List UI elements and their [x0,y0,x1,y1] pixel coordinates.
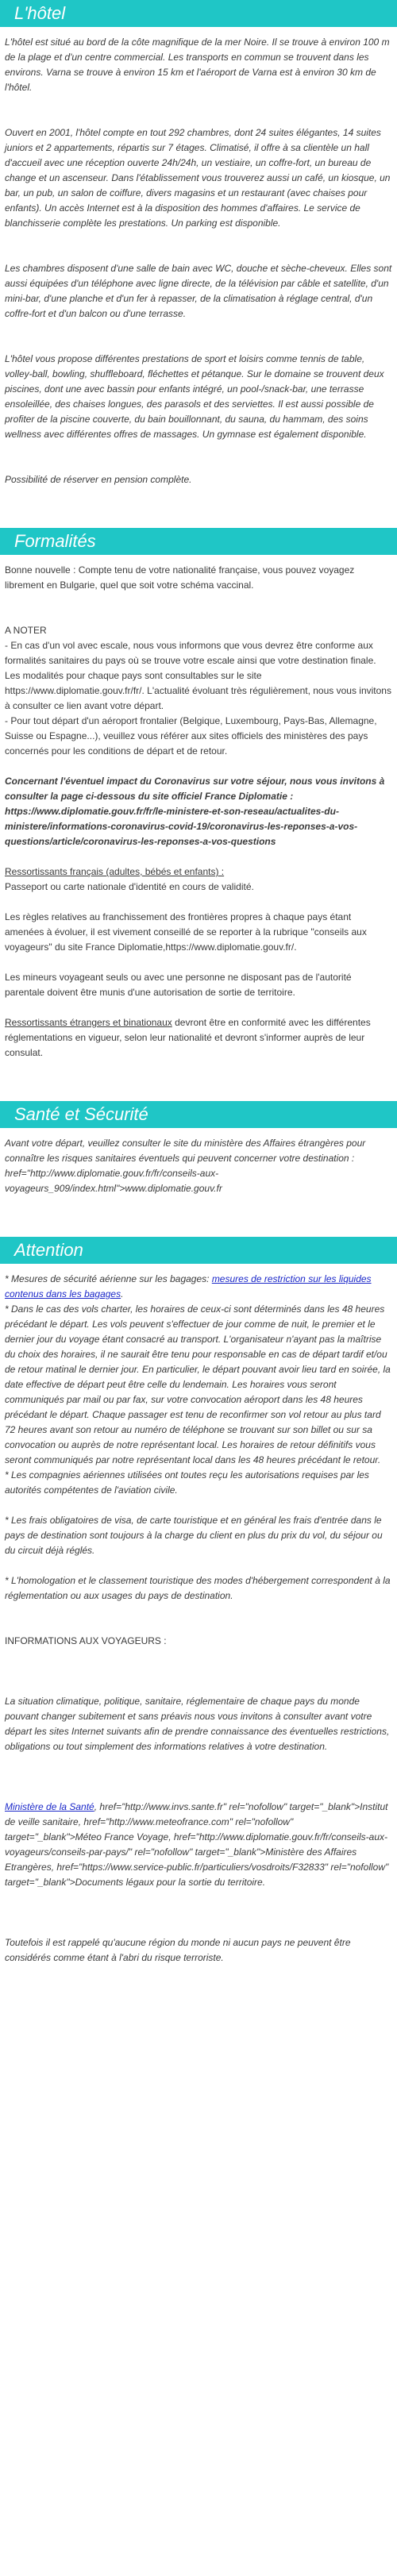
formalites-foreign-nationals-label: Ressortissants étrangers et binationaux [5,1017,172,1028]
attention-homologation: * L'homologation et le classement touristique des modes d'hébergement correspondent à la réglementation ou aux usages du pays de destination. [5,1575,391,1601]
formalites-content [0,555,397,1087]
hotel-leisure-paragraph: L'hôtel vous propose différentes prestations de sport et loisirs comme tennis de table, volley-ball, bowling, shuffleboard, fléchettes et pétanque. Sur le domaine se trouvent deux piscines, dont une avec bassin pour enfants intégré, un pool-/snack-bar, une terrasse ensoleillée, des chaises longues, des parasols et des serviettes. Il est aussi possible de profiter de la piscine couverte, du bain bouillonnant, du sauna, du hammam, des soins wellness avec différentes offres de massages. Un gymnase est également disponible. [5,353,384,440]
section-title-attention: Attention [0,1237,397,1264]
attention-airlines: * Les compagnies aériennes utilisées ont toutes reçu les autorisations requises par les autorités compétentes de l'aviation civile. [5,1469,369,1496]
attention-travelers-info-heading: INFORMATIONS AUX VOYAGEURS : [5,1635,167,1646]
attention-mandatory-fees: * Les frais obligatoires de visa, de carte touristique et en général les frais d'entrée dans le pays de destination sont toujours à la charge du client en plus du prix du vol, du séjour ou du circuit déjà réglés. [5,1515,383,1556]
hotel-facilities-paragraph: Ouvert en 2001, l'hôtel compte en tout 292 chambres, dont 24 suites élégantes, 14 suites juniors et 2 appartements, répartis sur 7 étages. Climatisé, il offre à sa clientèle un hall d'accueil avec une réception ouverte 24h/24h, un vestiaire, un coffre-fort, un bureau de change et un ascenseur. Dans l'établissement vous trouverez aussi un café, un kiosque, un bar, un pub, un salon de coiffure, divers magasins et un restaurant (avec chaises pour enfants). Un accès Internet est à la disposition des hommes d'affaires. Le service de blanchisserie complète les prestations. Un parking est disponible. [5,127,391,229]
formalites-covid-notice: Concernant l'éventuel impact du Coronavirus sur votre séjour, nous vous invitons à consulter la page ci-dessous du site officiel France Diplomatie : https://www.diplomatie.gouv.fr/fr/le-ministere-et-son-reseau/actualites-du-ministere/informations-coronavirus-covid-19/coronavirus-les-reponses-a-vos-questions/article/coronavirus-les-reponses-a-vos-questions [5,776,385,847]
attention-situation: La situation climatique, politique, sanitaire, réglementaire de chaque pays du monde pouvant changer subitement et sans préavis nous vous invitons à consulter avant votre départ les sites Internet suivants afin de prendre connaissance des éventuelles restrictions, obligations ou tout simplement des informations relatives à votre destination. [5,1696,390,1752]
hotel-rooms-paragraph: Les chambres disposent d'une salle de bain avec WC, douche et sèche-cheveux. Elles sont aussi équipées d'un téléphone avec ligne directe, de la télévision par câble et satellite, d'un mini-bar, d'une planche et d'un fer à repasser, de la climatisation à réglage central, d'un coffre-fort et d'un balcon ou d'une terrasse. [5,263,392,319]
formalites-note-modalities: Les modalités pour chaque pays sont consultables sur le site https://www.diplomatie.gouv.fr/fr/. L'actualité évoluant très régulièrement, nous vous invitons à consulter ce lien avant votre départ. [5,670,391,711]
hotel-content [0,27,397,514]
formalites-foreign-nationals-text: devront être en conformité avec les différentes réglementations en vigueur, selon leur nationalité et devront s'informer auprès de leur consulat. [5,1017,371,1058]
attention-baggage-suffix: . [121,1288,124,1300]
formalites-note-border-airport: - Pour tout départ d'un aéroport frontalier (Belgique, Luxembourg, Pays-Bas, Allemagne, Suisse ou Espagne...), veuillez vous référer aux sites officiels des ministères des pays concernés pour les conditions de départ et de retour. [5,715,377,757]
formalites-good-news: Bonne nouvelle : Compte tenu de votre nationalité française, vous pouvez voyagez librement en Bulgarie, quel que soit votre schéma vaccinal. [5,564,355,591]
section-title-hotel: L'hôtel [0,0,397,27]
formalites-border-rules: Les règles relatives au franchissement des frontières propres à chaque pays étant amenées à évoluer, il est vivement conseillé de se reporter à la rubrique "conseils aux voyageurs" du site France Diplomatie,https://www.diplomatie.gouv.fr/. [5,911,367,953]
ministere-sante-link[interactable]: Ministère de la Santé [5,1801,94,1812]
section-title-sante: Santé et Sécurité [0,1101,397,1128]
attention-charter-flights: * Dans le cas des vols charter, les horaires de ceux-ci sont déterminés dans les 48 heures précédant le départ. Les vols peuvent s'effectuer de jour comme de nuit, le premier et le dernier jour du voyage étant consacré au transport. L'organisateur n'ayant pas la maîtrise du choix des horaires, il ne saurait être tenu pour responsable en cas de départ tardif et/ou de retour matinal le dernier jour. En particulier, le départ pouvant avoir lieu tard en soirée, la date effective de départ peut être celle du lendemain. Les horaires vous seront communiqués par mail ou par fax, sur votre convocation aéroport dans les 48 heures précédant le départ. Chaque passager est tenu de reconfirmer son vol retour au plus tard 72 heures avant son retour au numéro de téléphone se trouvant sur son billet ou sur sa convocation ou auprès de notre représentant local. Les horaires de retour définitifs vous seront communiqués par notre représentant local dans les 48 heures précédant le retour. [5,1303,391,1465]
hotel-location-paragraph: L'hôtel est situé au bord de la côte magnifique de la mer Noire. Il se trouve à environ 100 m de la plage et d'un centre commercial. Les transports en commun se trouvent dans les environs. Varna se trouve à environ 15 km et l'aéroport de Varna est à environ 30 km de l'hôtel. [5,37,390,93]
formalites-minors: Les mineurs voyageant seuls ou avec une personne ne disposant pas de l'autorité parentale doivent être munis d'une autorisation de sortie de territoire. [5,972,352,998]
sante-content [0,1128,397,1223]
sante-paragraph: Avant votre départ, veuillez consulter le site du ministère des Affaires étrangères pour connaître les risques sanitaires éventuels qui peuvent concerner votre destination : href="http://www.diplomatie.gouv.fr/fr/conseils-aux-voyageurs_909/index.html">www.diplomatie.gouv.fr [5,1138,366,1194]
formalites-note-heading: A NOTER [5,625,47,636]
formalites-french-nationals-text: Passeport ou carte nationale d'identité en cours de validité. [5,881,254,892]
formalites-note-stopover: - En cas d'un vol avec escale, nous vous informons que vous devrez être conforme aux formalités sanitaires du pays où se trouve votre escale ainsi que votre destination finale. [5,640,376,666]
section-title-formalites: Formalités [0,528,397,555]
hotel-board-paragraph: Possibilité de réserver en pension complète. [5,474,192,485]
attention-baggage-prefix: * Mesures de sécurité aérienne sur les bagages: [5,1273,212,1284]
formalites-french-nationals-label: Ressortissants français (adultes, bébés et enfants) : [5,866,225,877]
attention-useful-sites: , href="http://www.invs.sante.fr" rel="nofollow" target="_blank">Institut de veille sanitaire, href="http://www.meteofrance.com" rel="nofollow" target="_blank">Méteo France Voyage, href="http://www.diplomatie.gouv.fr/fr/conseils-aux-voyageurs/conseils-par-pays/" rel="nofollow" target="_blank">Ministère des Affaires Etrangères, href="https://www.service-public.fr/particuliers/vosdroits/F32833" rel="nofollow" target="_blank">Documents légaux pour la sortie du territoire. [5,1801,389,1888]
attention-content [0,1264,397,1977]
baggage-restrictions-link[interactable]: mesures de restriction sur les liquides contenus dans les bagages [5,1273,372,1300]
attention-terrorism-risk: Toutefois il est rappelé qu'aucune région du monde ni aucun pays ne peuvent être considérés comme étant à l'abri du risque terroriste. [5,1937,351,1963]
